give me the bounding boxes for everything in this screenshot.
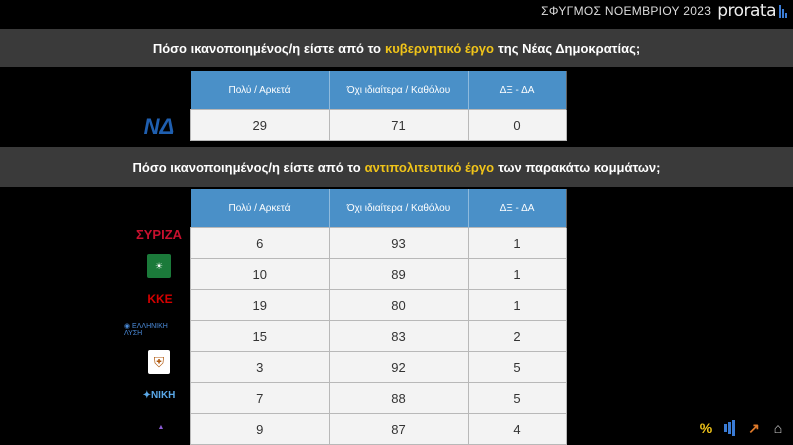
house-icon: ⌂ xyxy=(773,420,783,436)
report-header xyxy=(541,0,793,22)
table-row: 6 93 1 xyxy=(191,228,567,259)
col-header-not-satisfied: Όχι ιδιαίτερα / Καθόλου xyxy=(329,189,468,228)
opposition-table xyxy=(190,189,567,445)
question-text: Πόσο ικανοποιημένος/η είστε από το xyxy=(132,159,361,175)
plefsi-eleftherias-logo: ▲ xyxy=(157,423,165,431)
bar-chart-icon xyxy=(721,419,739,437)
report-period: ΣΦΥΓΜΟΣ ΝΟΕΜΒΡΙΟΥ 2023 xyxy=(541,4,712,18)
elliniki-lysi-logo: ◉ ΕΛΛΗΝΙΚΗ ΛΥΣΗ xyxy=(124,322,168,337)
bars-icon xyxy=(779,5,787,18)
col-header-satisfied: Πολύ / Αρκετά xyxy=(191,71,330,110)
table-row: 15 83 2 xyxy=(191,321,567,352)
question-text-end: των παρακάτω κομμάτων; xyxy=(498,159,661,175)
cell-dk-na: 0 xyxy=(468,110,566,141)
col-header-not-satisfied: Όχι ιδιαίτερα / Καθόλου xyxy=(329,71,468,110)
kke-logo: ΚΚΕ xyxy=(147,292,173,306)
table-row: 7 88 5 xyxy=(191,383,567,414)
table-row: 10 89 1 xyxy=(191,259,567,290)
niki-logo: ✦ΝΙΚΗ xyxy=(142,389,176,401)
nd-logo: ΝΔ xyxy=(143,114,175,139)
cell-not-satisfied: 71 xyxy=(329,110,468,141)
table-row: 19 80 1 xyxy=(191,290,567,321)
question-text-end: της Νέας Δημοκρατίας; xyxy=(497,40,641,56)
percent-icon: % xyxy=(699,420,713,436)
col-header-satisfied: Πολύ / Αρκετά xyxy=(191,189,330,228)
syriza-logo: ΣΥΡΙΖΑ xyxy=(135,226,183,242)
col-header-dk-na: ΔΞ - ΔΑ xyxy=(468,189,566,228)
government-table xyxy=(190,71,567,141)
table-row: 9 87 4 xyxy=(191,414,567,445)
trend-chart-icon: ↗ xyxy=(748,419,760,436)
footer-icons xyxy=(697,419,787,437)
pasok-logo: ☀ xyxy=(147,254,171,278)
brand-logo: prorata xyxy=(717,1,776,21)
table-row xyxy=(191,110,567,141)
question-highlight: κυβερνητικό έργο xyxy=(384,40,494,56)
question-highlight: αντιπολιτευτικό έργο xyxy=(364,159,495,175)
question-opposition xyxy=(0,147,793,187)
question-text: Πόσο ικανοποιημένος/η είστε από το xyxy=(152,40,381,56)
col-header-dk-na: ΔΞ - ΔΑ xyxy=(468,71,566,110)
spartiates-logo: ⛨ xyxy=(148,350,170,374)
table-row: 3 92 5 xyxy=(191,352,567,383)
question-government xyxy=(0,29,793,67)
cell-satisfied: 29 xyxy=(191,110,330,141)
